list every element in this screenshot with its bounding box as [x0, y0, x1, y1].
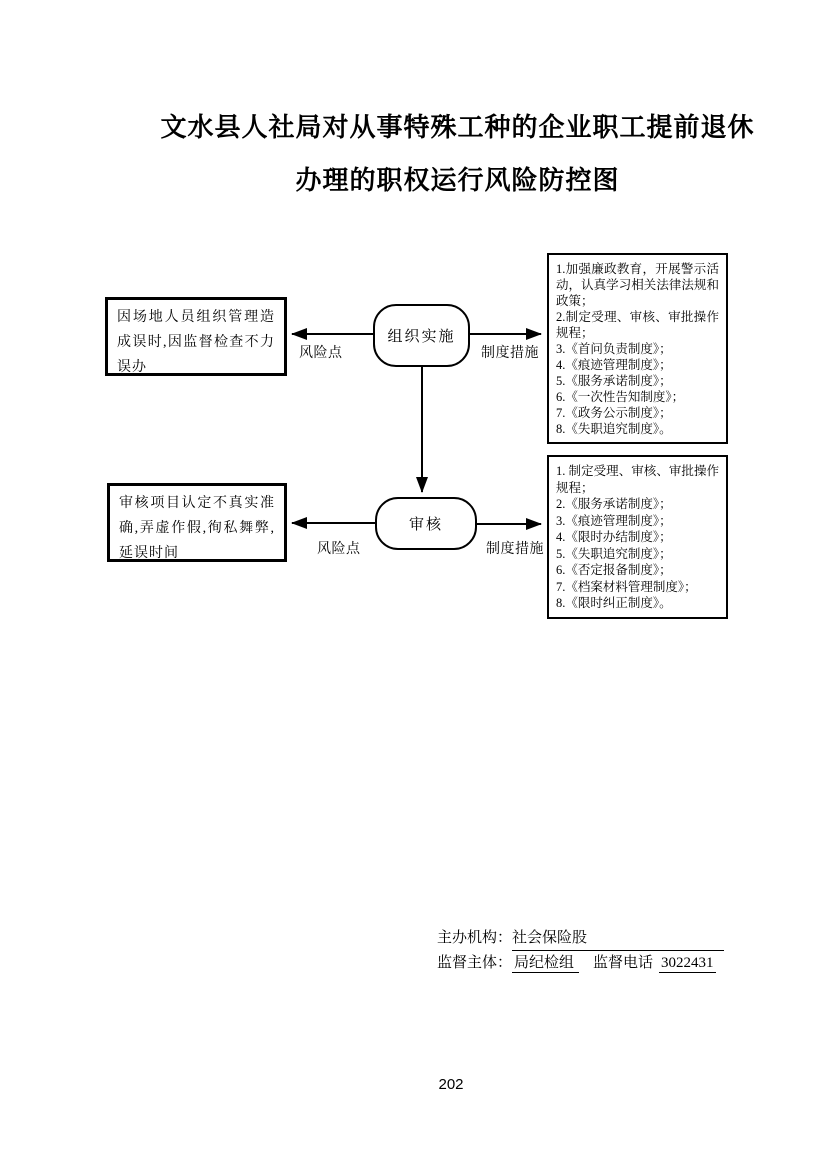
measure-item: 6.《一次性告知制度》；	[556, 390, 685, 404]
risk-box-review: 审核项目认定不真实准确,弄虚作假,徇私舞弊,延误时间	[107, 483, 287, 562]
measure-item: 7.《档案材料管理制度》；	[556, 579, 697, 594]
measure-item: 2.制定受理、审核、审批操作规程；	[556, 310, 719, 340]
measures-label-2: 制度措施	[486, 542, 544, 557]
title-line-2: 办理的职权运行风险防控图	[295, 166, 620, 196]
measure-item: 6.《否定报备制度》；	[556, 563, 672, 577]
title-line-1: 文水县人社局对从事特殊工种的企业职工提前退休	[160, 113, 755, 143]
measures-box-review	[547, 455, 728, 619]
measure-item: 5.《失职追究制度》；	[556, 546, 672, 561]
page-title	[44, 102, 827, 208]
measure-item: 7.《政务公示制度》；	[556, 406, 672, 420]
phone-label: 监督电话	[593, 955, 654, 971]
risk-point-label-2: 风险点	[317, 542, 361, 557]
measure-item: 8.《失职追究制度》。	[556, 422, 672, 436]
phone-value: 3022431	[661, 955, 714, 971]
risk-box-organize: 因场地人员组织管理造成误时,因监督检查不力误办	[105, 297, 287, 376]
supervisor-line	[437, 953, 724, 978]
footer-info	[437, 928, 724, 978]
measure-item: 2.《服务承诺制度》；	[556, 497, 672, 511]
node-organize-implement: 组织实施	[373, 304, 470, 367]
measures-box-organize	[547, 253, 728, 444]
node-review: 审核	[375, 497, 477, 550]
host-value: 社会保险股	[512, 930, 588, 946]
measure-item: 1. 制定受理、审核、审批操作规程；	[556, 464, 719, 495]
measure-item: 4.《限时办结制度》；	[556, 530, 672, 544]
host-label: 主办机构：	[437, 930, 513, 946]
measure-item: 4.《痕迹管理制度》；	[556, 358, 672, 372]
host-line	[437, 928, 724, 953]
measure-item: 1.加强廉政教育，开展警示活动，认真学习相关法律法规和政策；	[556, 262, 719, 308]
supervisor-label: 监督主体：	[437, 955, 513, 971]
measures-label-1: 制度措施	[481, 346, 539, 361]
measure-item: 5.《服务承诺制度》；	[556, 374, 672, 388]
measure-item: 3.《痕迹管理制度》；	[556, 513, 672, 528]
page-number: 202	[438, 1076, 464, 1093]
measure-item: 3.《首问负责制度》；	[556, 342, 672, 356]
measure-item: 8.《限时纠正制度》。	[556, 596, 672, 610]
supervisor-value: 局纪检组	[512, 955, 579, 973]
risk-point-label-1: 风险点	[299, 346, 343, 361]
